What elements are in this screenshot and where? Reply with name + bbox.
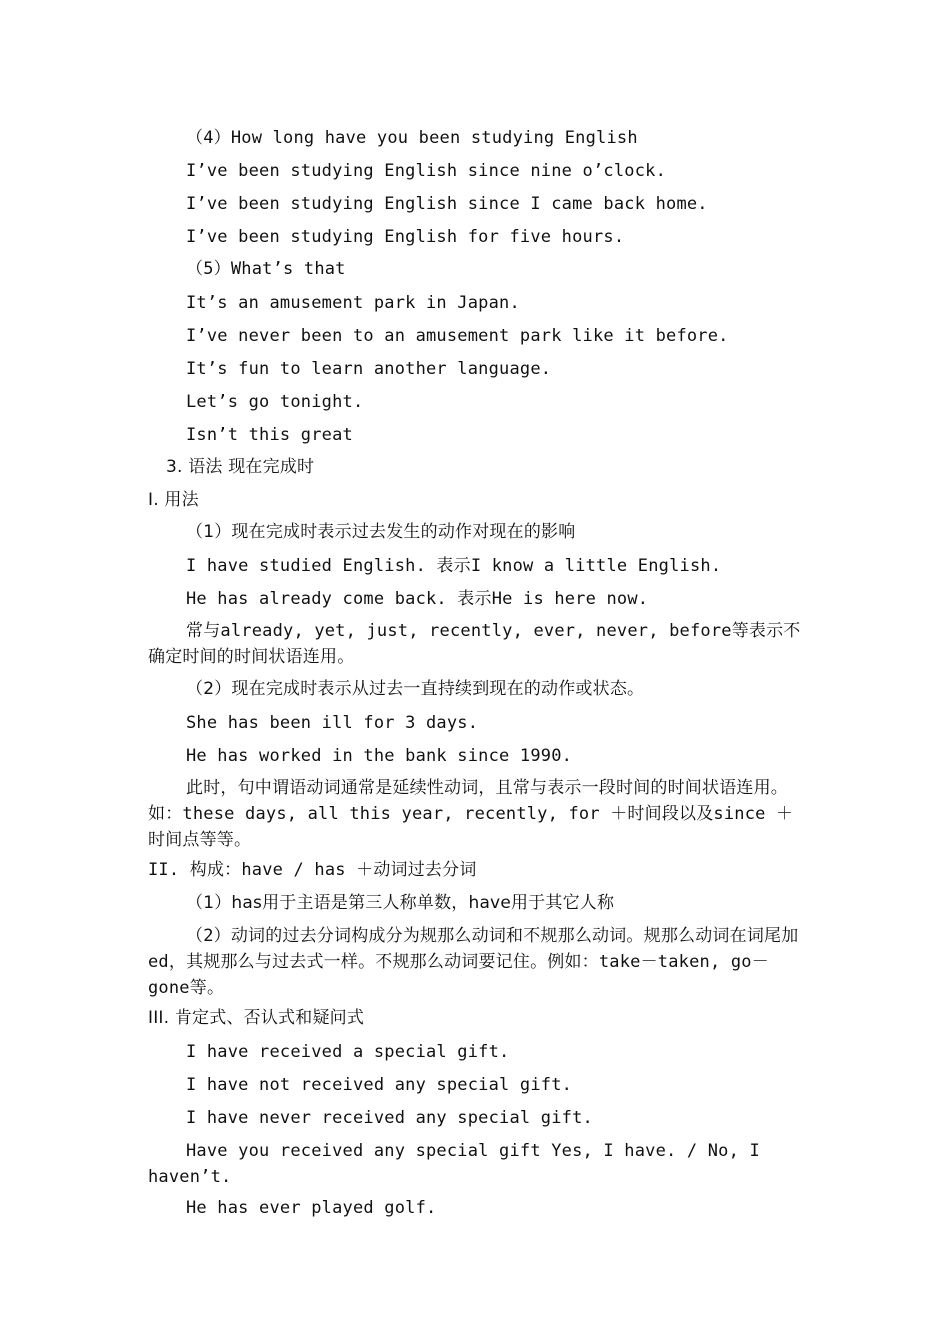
usage-example-3: She has been ill for 3 days. [186,713,479,733]
forms-example-5: He has ever played golf. [186,1198,437,1218]
answer-5b: I’ve never been to an amusement park like it before. [186,326,729,346]
structure-point-2: （2）动词的过去分词构成分为规那么动词和不规那么动词。规那么动词在词尾加ed，其规那么与过去式一样。不规那么动词要记住。例如：take－taken, go－gone等。 [148,926,799,998]
answer-4a: I’ve been studying English since nine o’clock. [186,161,667,181]
answer-4b: I’ve been studying English since I came back home. [186,194,708,214]
usage-example-1: I have studied English. 表示I know a little English. [186,556,722,576]
usage-example-4: He has worked in the bank since 1990. [186,746,573,766]
forms-example-2: I have not received any special gift. [186,1075,573,1095]
usage-example-2: He has already come back. 表示He is here now. [186,589,649,609]
answer-5e: Isn’t this great [186,425,353,445]
answer-5c: It’s fun to learn another language. [186,359,552,379]
question-5: （5）What’s that [186,259,346,279]
forms-heading: III. 肯定式、否认式和疑问式 [148,1008,365,1028]
structure-point-1: （1）has用于主语是第三人称单数，have用于其它人称 [186,893,615,913]
forms-example-4: Have you received any special gift Yes, I have. / No, I haven’t. [148,1141,760,1187]
section-3-heading: 3. 语法 现在完成时 [166,457,315,477]
question-4: （4）How long have you been studying English [186,128,638,148]
forms-example-3: I have never received any special gift. [186,1108,593,1128]
structure-heading: II. 构成：have / has ＋动词过去分词 [148,860,477,880]
usage-heading: I. 用法 [148,490,199,510]
answer-5d: Let’s go tonight. [186,392,364,412]
answer-5a: It’s an amusement park in Japan. [186,293,520,313]
usage-note-2: 此时，句中谓语动词通常是延续性动词，且常与表示一段时间的时间状语连用。如：these days, all this year, recently, for ＋时间段以及since ＋时间点等等。 [148,778,794,850]
usage-point-2: （2）现在完成时表示从过去一直持续到现在的动作或状态。 [186,679,645,699]
usage-point-1: （1）现在完成时表示过去发生的动作对现在的影响 [186,522,576,542]
answer-4c: I’ve been studying English for five hours. [186,227,625,247]
usage-note-1: 常与already, yet, just, recently, ever, never, before等表示不确定时间的时间状语连用。 [148,621,801,667]
forms-example-1: I have received a special gift. [186,1042,510,1062]
